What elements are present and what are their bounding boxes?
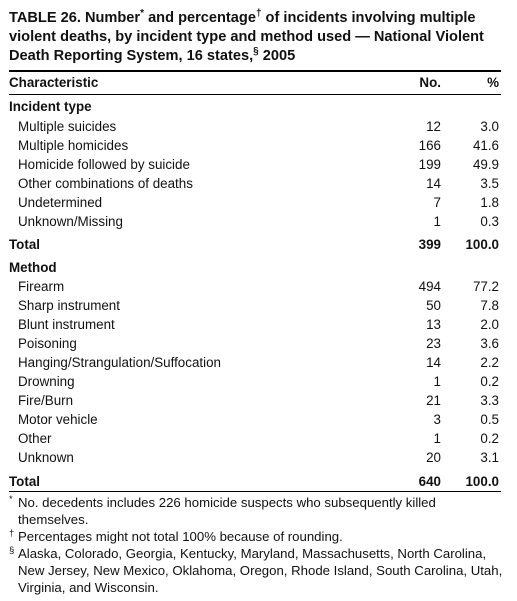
table-row bbox=[9, 372, 501, 391]
row-label: Sharp instrument bbox=[18, 298, 120, 313]
footnotes bbox=[9, 494, 505, 596]
row-pct: 3.3 bbox=[480, 393, 499, 408]
row-pct: 0.3 bbox=[480, 214, 499, 229]
row-no: 12 bbox=[426, 119, 441, 134]
title-text: 2005 bbox=[258, 48, 296, 64]
row-label: Unknown bbox=[18, 450, 74, 465]
row-no: 199 bbox=[418, 157, 441, 172]
row-pct: 0.5 bbox=[480, 412, 499, 427]
row-no: 7 bbox=[433, 195, 441, 210]
section-label: Method bbox=[9, 260, 57, 275]
row-pct: 0.2 bbox=[480, 374, 499, 389]
row-label: Multiple homicides bbox=[18, 138, 129, 153]
incident-type-total-row bbox=[9, 235, 501, 254]
table-row bbox=[9, 212, 501, 231]
row-no: 166 bbox=[418, 138, 441, 153]
table-row bbox=[9, 174, 501, 193]
header-rule bbox=[9, 94, 501, 95]
total-label: Total bbox=[9, 237, 40, 252]
column-header-row bbox=[9, 73, 501, 92]
row-no: 13 bbox=[426, 317, 441, 332]
footnote-text: Percentages might not total 100% because of rounding. bbox=[18, 529, 343, 544]
row-no: 494 bbox=[418, 279, 441, 294]
top-rule bbox=[9, 70, 501, 72]
total-no: 640 bbox=[418, 474, 441, 489]
column-header-no: No. bbox=[419, 75, 441, 90]
row-no: 50 bbox=[426, 298, 441, 313]
method-total-row bbox=[9, 472, 501, 491]
footnote bbox=[9, 528, 505, 545]
footnote-text: Alaska, Colorado, Georgia, Kentucky, Maryland, Massachusetts, North Carolina, New Jersey, New Mexico, Oklahoma, Oregon, Rhode Island, South Carolina, Utah, Virginia, and Wisconsin. bbox=[18, 546, 503, 595]
total-label: Total bbox=[9, 474, 40, 489]
table-row bbox=[9, 117, 501, 136]
row-label: Other combinations of deaths bbox=[18, 176, 193, 191]
footnote-mark: † bbox=[255, 8, 262, 20]
table-title bbox=[9, 9, 509, 66]
row-label: Fire/Burn bbox=[18, 393, 74, 408]
title-text: and percentage bbox=[144, 10, 256, 26]
table-row bbox=[9, 296, 501, 315]
row-no: 14 bbox=[426, 355, 441, 370]
row-no: 14 bbox=[426, 176, 441, 191]
section-heading-method bbox=[9, 258, 501, 277]
row-no: 21 bbox=[426, 393, 441, 408]
section-heading-incident-type bbox=[9, 97, 501, 116]
row-label: Motor vehicle bbox=[18, 412, 98, 427]
row-pct: 3.1 bbox=[480, 450, 499, 465]
table-row bbox=[9, 391, 501, 410]
table-row bbox=[9, 315, 501, 334]
row-label: Drowning bbox=[18, 374, 75, 389]
section-label: Incident type bbox=[9, 99, 92, 114]
row-no: 23 bbox=[426, 336, 441, 351]
table-row bbox=[9, 429, 501, 448]
footnote bbox=[9, 545, 505, 596]
table-row bbox=[9, 410, 501, 429]
row-no: 1 bbox=[433, 374, 441, 389]
row-pct: 0.2 bbox=[480, 431, 499, 446]
footnote-text: No. decedents includes 226 homicide suspects who subsequently killed themselves. bbox=[18, 495, 436, 527]
title-text: of incidents involving multiple violent deaths, by incident type and method used — National Violent Death Reporting System, 16 states, bbox=[9, 10, 484, 64]
total-no: 399 bbox=[418, 237, 441, 252]
row-pct: 49.9 bbox=[472, 157, 499, 172]
total-pct: 100.0 bbox=[465, 474, 499, 489]
table-row bbox=[9, 448, 501, 467]
row-label: Homicide followed by suicide bbox=[18, 157, 190, 172]
row-pct: 3.0 bbox=[480, 119, 499, 134]
footnote-mark: * bbox=[9, 494, 13, 505]
bottom-rule bbox=[9, 491, 501, 492]
footnote-mark: § bbox=[9, 545, 15, 556]
table-row bbox=[9, 193, 501, 212]
column-header-characteristic: Characteristic bbox=[9, 75, 99, 90]
footnote-mark: * bbox=[140, 8, 145, 20]
row-pct: 7.8 bbox=[480, 298, 499, 313]
row-pct: 2.2 bbox=[480, 355, 499, 370]
total-pct: 100.0 bbox=[465, 237, 499, 252]
table-row bbox=[9, 334, 501, 353]
row-pct: 77.2 bbox=[472, 279, 499, 294]
footnote bbox=[9, 494, 505, 528]
row-pct: 3.5 bbox=[480, 176, 499, 191]
row-label: Undetermined bbox=[18, 195, 103, 210]
row-pct: 2.0 bbox=[480, 317, 499, 332]
row-pct: 3.6 bbox=[480, 336, 499, 351]
row-no: 3 bbox=[433, 412, 441, 427]
table-row bbox=[9, 136, 501, 155]
row-pct: 41.6 bbox=[472, 138, 499, 153]
row-label: Multiple suicides bbox=[18, 119, 117, 134]
row-pct: 1.8 bbox=[480, 195, 499, 210]
table-row bbox=[9, 155, 501, 174]
row-label: Blunt instrument bbox=[18, 317, 115, 332]
row-label: Hanging/Strangulation/Suffocation bbox=[18, 355, 221, 370]
row-no: 20 bbox=[426, 450, 441, 465]
column-header-percent: % bbox=[487, 75, 499, 90]
title-text: TABLE 26. Number bbox=[9, 10, 141, 26]
row-label: Other bbox=[18, 431, 52, 446]
table-row bbox=[9, 277, 501, 296]
table-row bbox=[9, 353, 501, 372]
row-no: 1 bbox=[433, 431, 441, 446]
row-no: 1 bbox=[433, 214, 441, 229]
row-label: Firearm bbox=[18, 279, 65, 294]
footnote-mark: † bbox=[9, 528, 15, 539]
row-label: Poisoning bbox=[18, 336, 77, 351]
footnote-mark: § bbox=[253, 46, 259, 58]
row-label: Unknown/Missing bbox=[18, 214, 123, 229]
